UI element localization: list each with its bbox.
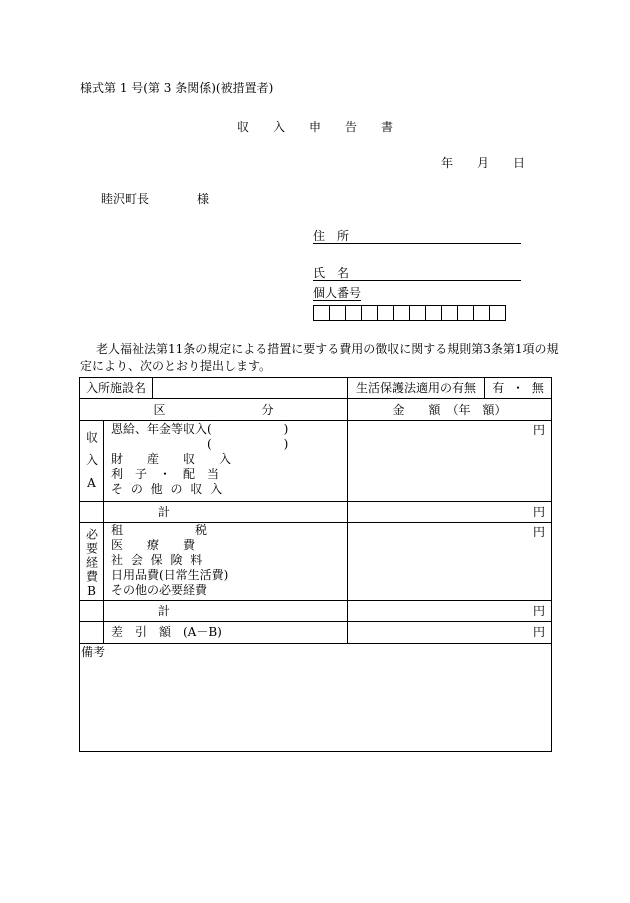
my-number-digit-box [362, 306, 378, 320]
table-row-remarks [80, 643, 552, 751]
expenses-subtotal-blank-cell [80, 600, 104, 621]
income-subtotal-label-cell [104, 501, 348, 522]
income-amount-cell [348, 421, 552, 502]
facility-label-cell [80, 378, 153, 399]
table-row-facility [80, 378, 552, 399]
my-number-digit-box [378, 306, 394, 320]
expenses-subtotal-unit: 円 [533, 603, 546, 618]
document-title: 収 入 申 告 書 [237, 120, 394, 134]
income-subtotal-label: 計 [158, 504, 171, 519]
expense-item-daily-goods: 日用品費(日常生活費) [111, 567, 229, 582]
welfare-label-cell [348, 378, 485, 399]
income-subtotal-amount-cell [348, 501, 552, 522]
welfare-options-cell [485, 378, 552, 399]
table-row-income-subtotal [80, 501, 552, 522]
difference-label-cell [104, 621, 348, 643]
difference-blank-cell [80, 621, 104, 643]
intro-paragraph-line-2: 定により、次のとおり提出します。 [80, 359, 272, 373]
expenses-subtotal-amount-cell [348, 600, 552, 621]
income-items-cell [104, 421, 348, 502]
expenses-label: 必要経費B [84, 527, 99, 600]
table-row-expenses [80, 522, 552, 600]
expense-item-other: その他の必要経費 [111, 582, 208, 597]
my-number-digit-box [410, 306, 426, 320]
my-number-digit-box [426, 306, 442, 320]
form-number-label: 様式第 1 号(第 3 条関係)(被措置者) [80, 81, 274, 95]
addressee: 睦沢町長 様 [101, 192, 210, 206]
difference-label: 差 引 額 (A－B) [111, 625, 222, 639]
expenses-label-cell [80, 522, 104, 600]
expenses-subtotal-label-cell [104, 600, 348, 621]
table-row-header [80, 399, 552, 421]
income-item-other: そ の 他 の 収 入 [111, 482, 223, 496]
difference-amount-cell [348, 621, 552, 643]
my-number-digit-box [458, 306, 474, 320]
income-subtotal-blank-cell [80, 501, 104, 522]
expenses-amount-unit: 円 [533, 524, 546, 539]
remarks-cell [80, 643, 552, 751]
remarks-label: 備考 [81, 644, 106, 659]
address-field [313, 229, 521, 244]
my-number-digit-box [314, 306, 330, 320]
income-subtotal-unit: 円 [533, 504, 546, 519]
category-header: 区 分 [153, 402, 274, 417]
my-number-digit-box [330, 306, 346, 320]
income-item-pension: 恩給、年金等収入( ) [111, 422, 289, 436]
income-label-cell [80, 421, 104, 502]
welfare-label: 生活保護法適用の有無 [356, 381, 477, 395]
table-row-difference [80, 621, 552, 643]
date-line: 年 月 日 [441, 156, 526, 170]
address-label: 住 所 [313, 229, 350, 243]
welfare-options: 有 ・ 無 [492, 381, 544, 395]
my-number-digit-box [442, 306, 458, 320]
intro-paragraph-line-1: 老人福祉法第11条の規定による措置に要する費用の徴収に関する規則第3条第1項の規 [96, 342, 559, 356]
facility-label: 入所施設名 [86, 381, 147, 395]
name-field [313, 266, 521, 281]
expense-item-medical: 医 療 費 [111, 537, 196, 552]
difference-unit: 円 [533, 625, 546, 639]
my-number-label: 個人番号 [313, 286, 362, 300]
my-number-digit-box [490, 306, 506, 320]
income-item-pension-extra: ( ) [207, 437, 289, 451]
declaration-table [79, 377, 552, 752]
facility-value-cell [153, 378, 348, 399]
my-number-digit-box [474, 306, 490, 320]
category-header-cell [80, 399, 348, 421]
my-number-digit-box [346, 306, 362, 320]
table-row-income [80, 421, 552, 502]
name-label: 氏 名 [313, 266, 350, 280]
my-number-boxes [313, 305, 506, 321]
expense-item-tax: 租 税 [111, 522, 208, 537]
income-item-interest-dividend: 利 子 ・ 配 当 [111, 467, 220, 481]
my-number-digit-box [394, 306, 410, 320]
income-label: 収入A [84, 431, 99, 501]
expenses-subtotal-label: 計 [158, 603, 171, 618]
amount-header-cell [348, 399, 552, 421]
table-row-expenses-subtotal [80, 600, 552, 621]
income-amount-unit: 円 [533, 423, 546, 437]
income-item-property: 財 産 収 入 [111, 452, 232, 466]
expense-item-social-insurance: 社 会 保 険 料 [111, 552, 203, 567]
amount-header: 金 額 （年 額） [392, 402, 507, 417]
expenses-amount-cell [348, 522, 552, 600]
expenses-items-cell [104, 522, 348, 600]
